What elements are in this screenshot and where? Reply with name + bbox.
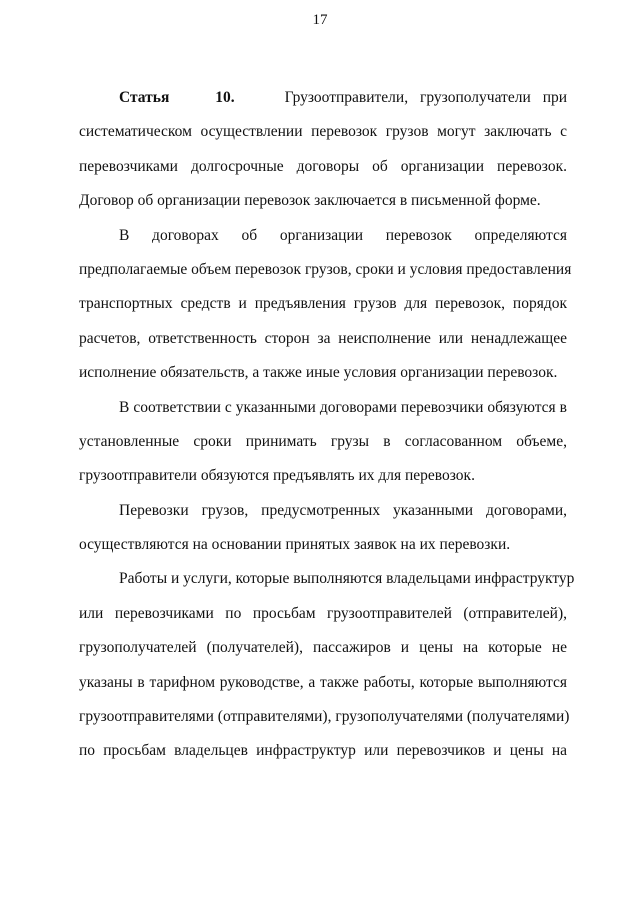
page-number: 17 (312, 12, 328, 28)
text-line: Перевозки грузов, предусмотренных указанными договорами, (119, 501, 567, 519)
text-line: систематическом осуществлении перевозок грузов могут заключать с (79, 123, 567, 141)
text-line: исполнение обязательств, а также иные условия организации перевозок. (79, 364, 558, 382)
text-line: Работы и услуги, которые выполняются владельцами инфраструктур (119, 570, 575, 588)
text-line: предполагаемые объем перевозок грузов, сроки и условия предоставления (79, 260, 572, 278)
text-line: установленные сроки принимать грузы в согласованном объеме, (79, 432, 567, 450)
text-line: грузоотправителями (отправителями), грузополучателями (получателями) (79, 708, 570, 726)
article-number: 10. (215, 89, 235, 106)
text-line: В договорах об организации перевозок определяются (119, 226, 567, 244)
text-line: грузополучателей (получателей), пассажиров и цены на которые не (79, 639, 567, 657)
text-line-1-content: Грузоотправители, грузополучатели при (284, 89, 568, 106)
text-line: по просьбам владельцев инфраструктур или перевозчиков и цены на (79, 742, 567, 760)
text-line: Договор об организации перевозок заключается в письменной форме. (79, 192, 541, 210)
text-line-1 (79, 81, 567, 115)
text-line: грузоотправители обязуются предъявлять их для перевозок. (79, 467, 475, 485)
text-line: указаны в тарифном руководстве, а также работы, которые выполняются (79, 673, 567, 691)
article-label: Статья (119, 89, 170, 106)
text-line: транспортных средств и предъявления грузов для перевозок, порядок (79, 295, 567, 313)
text-line: расчетов, ответственность сторон за неисполнение или ненадлежащее (79, 329, 567, 347)
text-line: В соответствии с указанными договорами перевозчики обязуются в (119, 398, 567, 416)
text-line: перевозчиками долгосрочные договоры об организации перевозок. (79, 157, 567, 175)
text-line: или перевозчиками по просьбам грузоотправителей (отправителей), (79, 604, 567, 622)
article-text (79, 81, 575, 769)
text-line: осуществляются на основании принятых заявок на их перевозки. (79, 536, 511, 554)
